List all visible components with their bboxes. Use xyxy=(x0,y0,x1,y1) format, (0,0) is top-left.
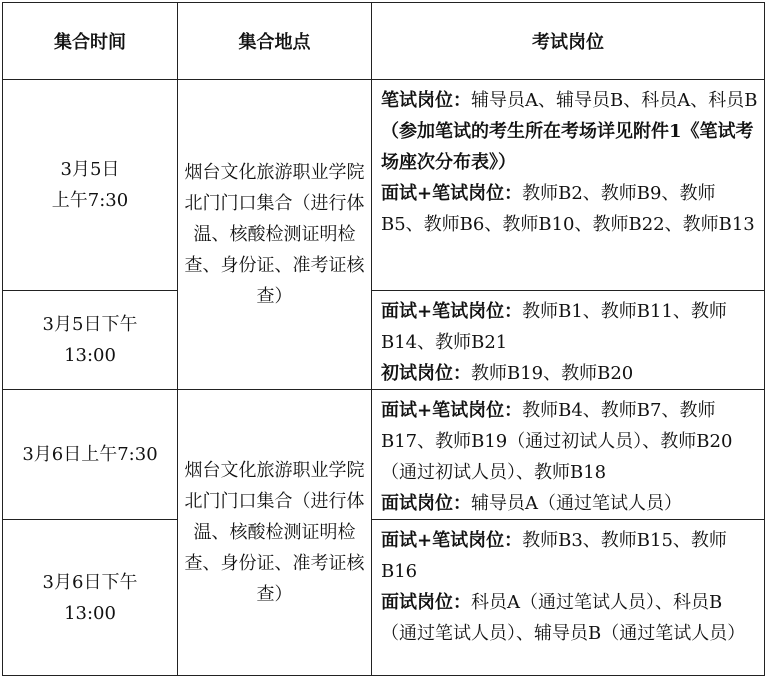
table-row xyxy=(3,520,765,676)
positions-cell xyxy=(372,390,765,520)
position-text: 教师B1、教师B11、教师B14、教师B21 xyxy=(381,301,727,353)
time-cell xyxy=(3,520,178,676)
table-row xyxy=(3,80,765,291)
position-entry xyxy=(381,587,758,649)
position-note: （参加笔试的考生所在考场详见附件1《笔试考场座次分布表》） xyxy=(381,121,754,173)
time-cell xyxy=(3,80,178,291)
time-cell xyxy=(3,291,178,390)
table-row xyxy=(3,291,765,390)
position-entry xyxy=(381,525,758,587)
time-line-1: 3月5日 xyxy=(60,159,120,180)
time-cell xyxy=(3,390,178,520)
position-entry xyxy=(381,395,758,488)
time-line-1: 3月6日上午7:30 xyxy=(22,444,158,465)
position-text: 科员A（通过笔试人员）、科员B（通过笔试人员）、辅导员B（通过笔试人员） xyxy=(381,592,746,644)
positions-cell xyxy=(372,80,765,291)
header-row xyxy=(3,3,765,80)
positions-cell xyxy=(372,291,765,390)
position-label: 面试+笔试岗位： xyxy=(381,530,523,551)
position-text: 教师B2、教师B9、教师B5、教师B6、教师B10、教师B22、教师B13 xyxy=(381,183,755,235)
place-cell: 烟台文化旅游职业学院北门门口集合（进行体温、核酸检测证明检查、身份证、准考证核查） xyxy=(178,80,372,390)
position-text: 辅导员A、辅导员B、科员A、科员B xyxy=(471,90,758,111)
position-label: 面试+笔试岗位： xyxy=(381,301,523,322)
position-entry xyxy=(381,358,758,389)
position-entry xyxy=(381,85,758,178)
position-text: 教师B4、教师B7、教师B17、教师B19（通过初试人员）、教师B20（通过初试人员）、教师B18 xyxy=(381,400,733,483)
header-positions: 考试岗位 xyxy=(372,3,765,80)
time-line-2: 上午7:30 xyxy=(51,190,129,211)
position-label: 面试+笔试岗位： xyxy=(381,400,523,421)
time-line-1: 3月5日下午 xyxy=(42,314,138,335)
position-label: 面试+笔试岗位： xyxy=(381,183,523,204)
position-entry xyxy=(381,488,758,519)
position-entry xyxy=(381,296,758,358)
time-line-1: 3月6日下午 xyxy=(42,571,138,593)
header-time: 集合时间 xyxy=(3,3,178,80)
position-text: 教师B3、教师B15、教师B16 xyxy=(381,530,727,582)
position-label: 面试岗位： xyxy=(381,592,471,613)
position-label: 初试岗位： xyxy=(381,363,471,384)
position-text: 辅导员A（通过笔试人员） xyxy=(471,493,682,514)
position-entry xyxy=(381,178,758,240)
positions-cell xyxy=(372,520,765,676)
position-label: 笔试岗位： xyxy=(381,90,471,111)
table-row xyxy=(3,390,765,520)
position-text: 教师B19、教师B20 xyxy=(471,363,634,384)
header-place: 集合地点 xyxy=(178,3,372,80)
time-line-2: 13:00 xyxy=(64,345,116,366)
place-cell: 烟台文化旅游职业学院北门门口集合（进行体温、核酸检测证明检查、身份证、准考证核查） xyxy=(178,390,372,676)
position-label: 面试岗位： xyxy=(381,493,471,514)
time-line-2: 13:00 xyxy=(64,602,116,624)
schedule-table xyxy=(2,2,765,676)
